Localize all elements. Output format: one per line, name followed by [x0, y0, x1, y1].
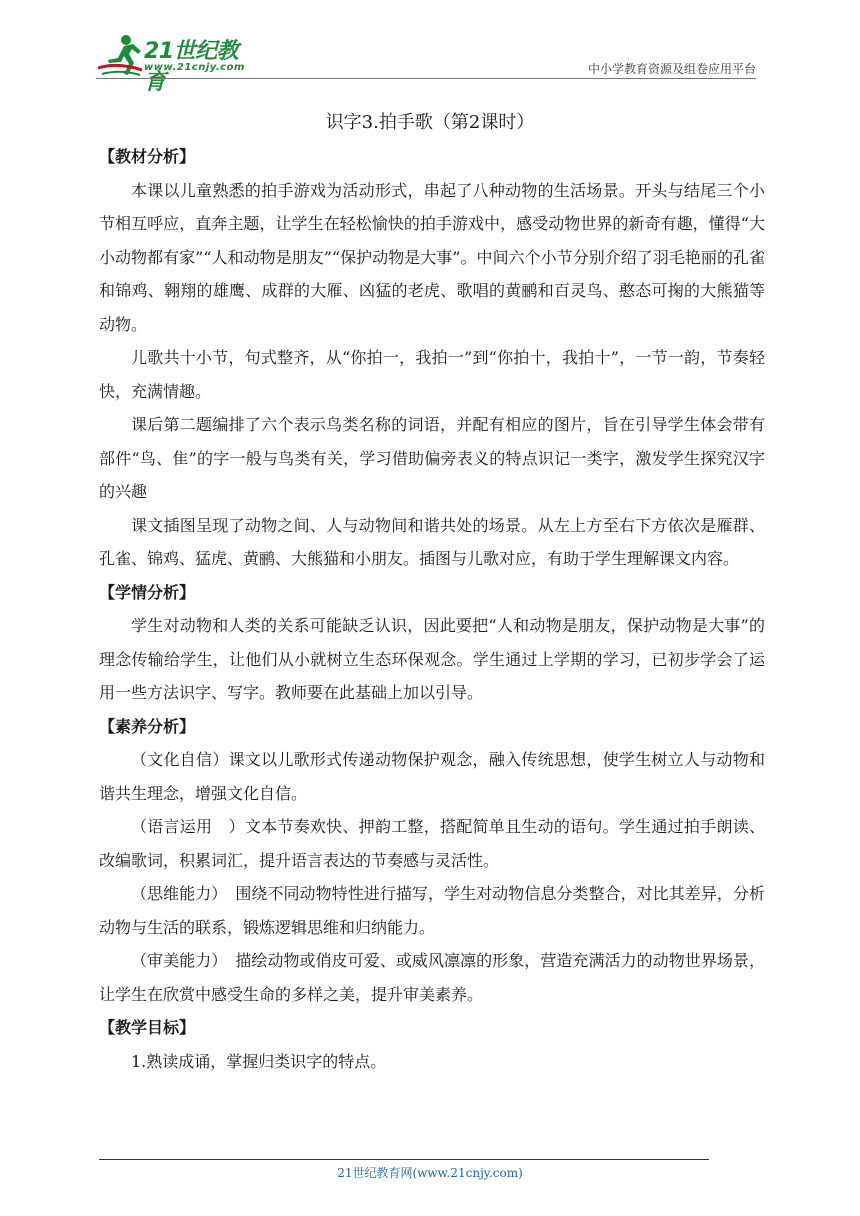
learner-paragraph-1: 学生对动物和人类的关系可能缺乏认识，因此要把“人和动物是朋友，保护动物是大事”的理念传输给学生，让他们从小就树立生态环保观念。学生通过上学期的学习，已初步学会了运用一些方法识字、写字。教师要在此基础上加以引导。: [99, 616, 765, 702]
section-heading-goals: 【教学目标】: [99, 1018, 196, 1037]
runner-logo-icon: [96, 32, 146, 78]
document-body: [99, 140, 765, 1078]
textbook-paragraph-3: 课后第二题编排了六个表示鸟类名称的词语，并配有相应的图片，旨在引导学生体会带有部件“鸟、隹”的字一般与鸟类有关，学习借助偏旁表义的特点识记一类字，激发学生探究汉字的兴趣: [99, 415, 765, 501]
header-divider: [96, 78, 756, 79]
logo-text: 21世纪教育: [144, 39, 239, 95]
page-title: 识字3.拍手歌（第2课时）: [325, 112, 535, 133]
literacy-paragraph-language: （语言运用 ）文本节奏欢快、押韵工整，搭配简单且生动的语句。学生通过拍手朗读、改编歌词，积累词汇，提升语言表达的节奏感与灵活性。: [99, 817, 765, 870]
footer-divider: [99, 1159, 709, 1160]
section-heading-textbook: 【教材分析】: [99, 147, 196, 166]
site-logo[interactable]: [96, 32, 256, 95]
literacy-paragraph-culture: （文化自信）课文以儿歌形式传递动物保护观念，融入传统思想，使学生树立人与动物和谐共生理念，增强文化自信。: [99, 750, 765, 803]
section-heading-learner: 【学情分析】: [99, 582, 196, 602]
literacy-paragraph-aesthetic: （审美能力） 描绘动物或俏皮可爱、或威风凛凛的形象，营造充满活力的动物世界场景，让学生在欣赏中感受生命的多样之美，提升审美素养。: [99, 951, 765, 1004]
textbook-paragraph-2: 儿歌共十小节，句式整齐，从“你拍一，我拍一”到“你拍十，我拍十”，一节一韵，节奏轻快，充满情趣。: [99, 348, 765, 401]
section-heading-literacy: 【素养分析】: [99, 716, 196, 736]
logo-url: www.21cnjy.com: [144, 62, 245, 73]
literacy-paragraph-thinking: （思维能力） 围绕不同动物特性进行描写，学生对动物信息分类整合，对比其差异，分析动物与生活的联系，锻炼逻辑思维和归纳能力。: [99, 884, 765, 937]
textbook-paragraph-4: 课文插图呈现了动物之间、人与动物间和谐共处的场景。从左上方至右下方依次是雁群、孔雀、锦鸡、猛虎、黄鹂、大熊猫和小朋友。插图与儿歌对应，有助于学生理解课文内容。: [99, 515, 765, 568]
textbook-paragraph-1: 本课以儿童熟悉的拍手游戏为活动形式，串起了八种动物的生活场景。开头与结尾三个小节相互呼应，直奔主题，让学生在轻松愉快的拍手游戏中，感受动物世界的新奇有趣，懂得“大小动物都有家”“人和动物是朋友”“保护动物是大事”。中间六个小节分别介绍了羽毛艳丽的孔雀和锦鸡、翱翔的雄鹰、成群的大雁、凶猛的老虎、歌唱的黄鹂和百灵鸟、憨态可掬的大熊猫等动物。: [99, 180, 765, 334]
platform-name: 中小学教育资源及组卷应用平台: [587, 62, 756, 76]
page-header: [0, 0, 860, 95]
goal-item-1: 1.熟读成诵，掌握归类识字的特点。: [131, 1051, 387, 1071]
footer-link[interactable]: 21世纪教育网(www.21cnjy.com): [337, 1166, 523, 1180]
